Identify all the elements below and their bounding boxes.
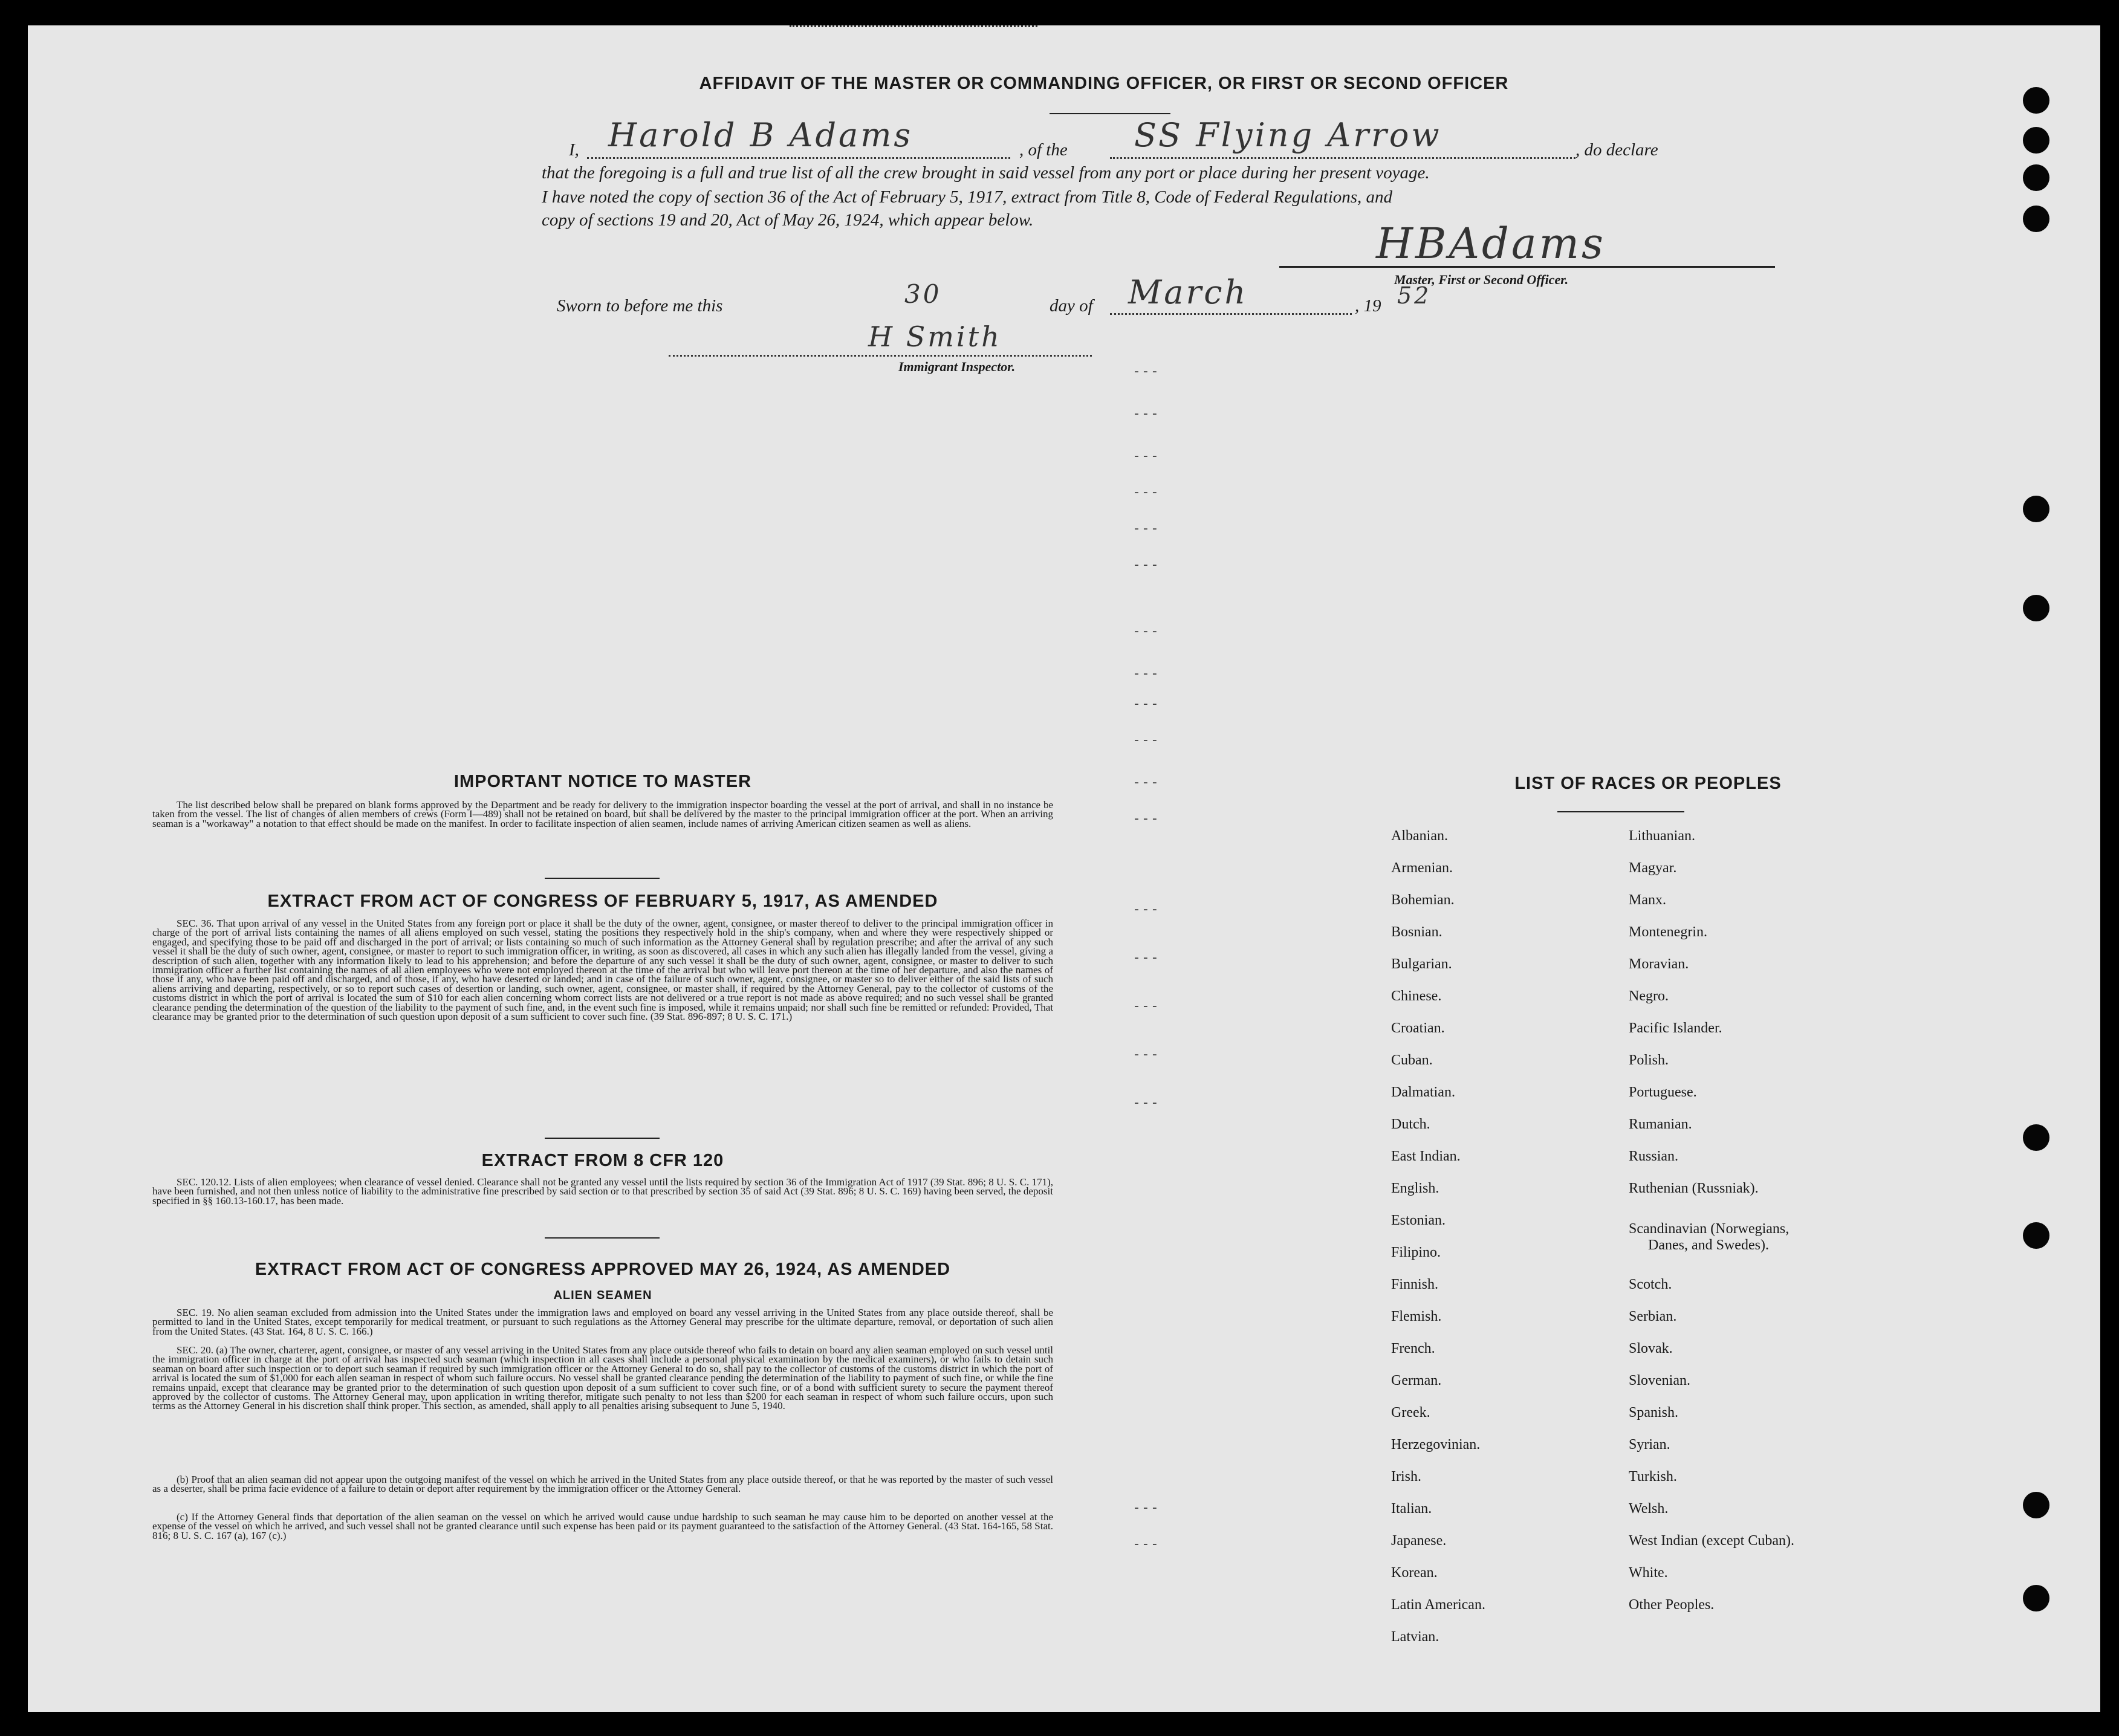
race-item: Dalmatian. bbox=[1391, 1084, 1455, 1100]
sworn-prefix: Sworn to before me this bbox=[557, 296, 723, 316]
punch-hole bbox=[2023, 127, 2049, 154]
extract-1917-heading: EXTRACT FROM ACT OF CONGRESS OF FEBRUARY 5, 1917, AS AMENDED bbox=[267, 892, 938, 911]
race-item: Herzegovinian. bbox=[1391, 1437, 1481, 1453]
race-item: Ruthenian (Russniak). bbox=[1629, 1181, 1759, 1196]
race-item: Turkish. bbox=[1629, 1469, 1677, 1485]
race-item: White. bbox=[1629, 1565, 1668, 1581]
extract-1917-text: SEC. 36. That upon arrival of any vessel in the United States from any foreign port or place it shall be the duty of the owner, agent, consignee, or master thereof to deliver to the principal immigration officer in charge of the port of arrival lists containing the names of all aliens employed on such vessel, stating the positions they respectively hold in the ship's company, when and where they were respectively shipped or engaged, and specifying those to be paid off and discharged in the port of arrival; or lists containing so much of such information as the Attorney General shall by regulation prescribe; and after the arrival of any such vessel it shall be the duty of such owner, agent, consignee, or master to report to such immigration officer, in writing, as soon as discovered, all cases in which any such alien has illegally landed from the vessel, giving a description of such alien, together with any information likely to lead to his apprehension; and before the departure of any such vessel it shall be the duty of such owner, agent, consignee, or master to deliver to such immigration officer a further list containing the names of all alien employees who were not employed thereon at the time of the arrival but who will leave port thereon at the time of her departure, and also the names of those if any, who have been paid off and discharged, and of those, if any, who have deserted or landed; and in case of the failure of such owner, agent, consignee, or master so to deliver either of the said lists of such aliens arriving and departing, respectively, or so to report such cases of desertion or landing, such owner, agent, consignee, or master shall, if required by the Attorney General, pay to the collector of customs of the customs district in which the port of arrival is located the sum of $10 for each alien concerning whom correct lists are not delivered or a true report is not made as above required; and no such vessel shall be granted clearance pending the determination of the question of the liability to the payment of such fine, and, in the event such fine is imposed, while it remains unpaid; nor shall such fine be remitted or refunded: Provided, That clearance may be granted prior to the determination of such question upon deposit of a sum sufficient to cover such fine. (39 Stat. 896-897; 8 U. S. C. 171.) bbox=[152, 918, 1053, 1023]
inspector-caption: Immigrant Inspector. bbox=[898, 359, 1016, 374]
race-item: Flemish. bbox=[1391, 1309, 1442, 1324]
tick-mark: - - - bbox=[1134, 666, 1157, 681]
tick-mark: - - - bbox=[1134, 624, 1157, 639]
race-item: Finnish. bbox=[1391, 1277, 1439, 1292]
race-item: Latvian. bbox=[1391, 1629, 1439, 1645]
races-heading: LIST OF RACES OR PEOPLES bbox=[1514, 774, 1782, 793]
race-item: Moravian. bbox=[1629, 956, 1689, 972]
extract-1924-sec20c: (c) If the Attorney General finds that deportation of the alien seaman on the vessel on which he arrived would cause undue hardship to such seaman he may cause him to be deported on another vessel at the expense of the vessel on which he arrived, and such vessel shall not be granted clearance until such expense has been paid or its payment guaranteed to the satisfaction of the Attorney General. (43 Stat. 164-165, 58 Stat. 816; 8 U. S. C. 167 (a), 167 (c).) bbox=[152, 1511, 1053, 1541]
race-item: Danes, and Swedes). bbox=[1648, 1237, 1769, 1253]
notice-text: The list described below shall be prepared on blank forms approved by the Department and be ready for delivery to the immigration inspector boarding the vessel at the port of arrival, and shall in no instance be taken from the vessel. The list of changes of alien members of crews (Form I—489) shall not be retained on board, but shall be delivered by the master to the principal immigration officer at the port. When an arriving seaman is a "workaway" a notation to that effect should be made on the manifest. In order to facilitate inspection of alien seamen, include names of arriving American citizen seamen as well as aliens. bbox=[152, 799, 1053, 829]
affidavit-heading: AFFIDAVIT OF THE MASTER OR COMMANDING OFFICER, OR FIRST OR SECOND OFFICER bbox=[699, 74, 1509, 93]
race-item: East Indian. bbox=[1391, 1148, 1461, 1164]
tick-mark: - - - bbox=[1134, 1500, 1157, 1515]
race-item: West Indian (except Cuban). bbox=[1629, 1533, 1794, 1549]
section-rule bbox=[545, 1138, 660, 1139]
race-item: Manx. bbox=[1629, 892, 1666, 908]
race-item: Welsh. bbox=[1629, 1501, 1669, 1517]
section-rule bbox=[545, 1237, 660, 1239]
master-name-line bbox=[587, 157, 1010, 159]
race-item: Slovak. bbox=[1629, 1341, 1673, 1356]
vessel-name-line bbox=[1110, 157, 1575, 159]
race-item: Dutch. bbox=[1391, 1116, 1430, 1132]
affidavit-line1-suffix: , do declare bbox=[1575, 140, 1658, 160]
race-item: Croatian. bbox=[1391, 1020, 1445, 1036]
punch-hole bbox=[2023, 1585, 2049, 1611]
race-item: Latin American. bbox=[1391, 1597, 1485, 1613]
race-item: Italian. bbox=[1391, 1501, 1432, 1517]
race-item: Lithuanian. bbox=[1629, 828, 1695, 844]
punch-hole bbox=[2023, 1492, 2049, 1518]
race-item: Cuban. bbox=[1391, 1052, 1433, 1068]
heading-rule bbox=[1050, 113, 1170, 114]
master-signature: HBAdams bbox=[1376, 219, 1606, 268]
race-item: Japanese. bbox=[1391, 1533, 1447, 1549]
year-prefix: , 19 bbox=[1355, 296, 1381, 316]
race-item: Pacific Islander. bbox=[1629, 1020, 1722, 1036]
tick-mark: - - - bbox=[1134, 1095, 1157, 1110]
races-rule bbox=[1557, 811, 1684, 812]
race-item: Korean. bbox=[1391, 1565, 1438, 1581]
alien-seamen-subheading: ALIEN SEAMEN bbox=[553, 1289, 652, 1302]
race-item: Russian. bbox=[1629, 1148, 1679, 1164]
form-sheet bbox=[28, 25, 2100, 1712]
race-item: Slovenian. bbox=[1629, 1373, 1690, 1388]
race-item: Scotch. bbox=[1629, 1277, 1672, 1292]
punch-hole bbox=[2023, 87, 2049, 114]
extract-1924-sec20b: (b) Proof that an alien seaman did not appear upon the outgoing manifest of the vessel on which he arrived in the United States from any place outside thereof, or that he was reported by the master of such vessel as a deserter, shall be prima facie evidence of a failure to detain or deport after requirement by the immigration officer or the Attorney General. bbox=[152, 1474, 1053, 1495]
tick-mark: - - - bbox=[1134, 811, 1157, 826]
extract-1924-sec20a: SEC. 20. (a) The owner, charterer, agent, consignee, or master of any vessel arriving in the United States from any place outside thereof who fails to detain on board any alien seaman employed on such vessel until the immigration officer in charge at the port of arrival has inspected such seaman (which inspection in all cases shall include a personal physical examination by the medical examiners), or who fails to detain such seaman on board after such inspection or to deport such seaman if required by such immigration officer or the Attorney General to do so, shall pay to the collector of customs of the customs district in which the port of arrival is located the sum of $1,000 for each alien seaman in respect of whom such failure occurs. No vessel shall be granted clearance pending the determination of the liability to payment of such fine, or while the fine remains unpaid, except that clearance may be granted prior to the determination of such question upon deposit of a sum sufficient to cover such fine, or of a bond with sufficient surety to secure the payment thereof approved by the collector of customs. The Attorney General may, upon application in writing therefor, mitigate such penalty to not less than $200 for each seaman in respect of whom such failure occurs, upon such terms as the Attorney General in his discretion shall think proper. This section, as amended, shall apply to all penalties arising subsequent to June 5, 1940. bbox=[152, 1344, 1053, 1412]
race-item: Greek. bbox=[1391, 1405, 1430, 1420]
tick-mark: - - - bbox=[1134, 775, 1157, 790]
inspector-line bbox=[669, 355, 1092, 357]
race-item: Bulgarian. bbox=[1391, 956, 1452, 972]
affidavit-line1-prefix: I, bbox=[569, 140, 579, 160]
tick-mark: - - - bbox=[1134, 902, 1157, 917]
tick-mark: - - - bbox=[1134, 485, 1157, 500]
tick-mark: - - - bbox=[1134, 406, 1157, 421]
inspector-signature: H Smith bbox=[868, 320, 1002, 353]
race-item: Montenegrin. bbox=[1629, 924, 1707, 940]
extract-1924-sec19: SEC. 19. No alien seaman excluded from admission into the United States under the immigration laws and employed on board any vessel arriving in the United States from any place outside thereof, shall be permitted to land in the United States, except temporarily for medical treatment, or pursuant to such regulations as the Attorney General may prescribe for the ultimate departure, removal, or deportation of such alien from the United States. (43 Stat. 164, 8 U. S. C. 166.) bbox=[152, 1307, 1053, 1337]
tick-mark: - - - bbox=[1134, 521, 1157, 536]
tick-mark: - - - bbox=[1134, 950, 1157, 965]
punch-hole bbox=[2023, 595, 2049, 621]
day-of: day of bbox=[1050, 296, 1093, 316]
signature-line bbox=[1279, 266, 1775, 268]
race-item: Serbian. bbox=[1629, 1309, 1677, 1324]
tick-mark: - - - bbox=[1134, 999, 1157, 1014]
signature-caption: Master, First or Second Officer. bbox=[1394, 272, 1569, 287]
race-item: Portuguese. bbox=[1629, 1084, 1697, 1100]
race-item: Syrian. bbox=[1629, 1437, 1670, 1453]
punch-hole bbox=[2023, 1222, 2049, 1249]
race-item: French. bbox=[1391, 1341, 1435, 1356]
sworn-day-line bbox=[790, 25, 1037, 27]
race-item: Scandinavian (Norwegians, bbox=[1629, 1221, 1790, 1237]
punch-hole bbox=[2023, 496, 2049, 522]
tick-mark: - - - bbox=[1134, 364, 1157, 379]
race-item: Other Peoples. bbox=[1629, 1597, 1715, 1613]
race-item: Bohemian. bbox=[1391, 892, 1455, 908]
vessel-name: SS Flying Arrow bbox=[1134, 116, 1442, 154]
tick-mark: - - - bbox=[1134, 1047, 1157, 1062]
year-suffix: 52 bbox=[1397, 282, 1432, 309]
race-item: Spanish. bbox=[1629, 1405, 1679, 1420]
tick-mark: - - - bbox=[1134, 557, 1157, 572]
sworn-month: March bbox=[1128, 273, 1248, 311]
affidavit-line4: copy of sections 19 and 20, Act of May 26, 1924, which appear below. bbox=[542, 210, 1034, 230]
section-rule bbox=[545, 878, 660, 879]
punch-hole bbox=[2023, 1124, 2049, 1151]
punch-hole bbox=[2023, 164, 2049, 191]
race-item: Filipino. bbox=[1391, 1245, 1441, 1260]
tick-mark: - - - bbox=[1134, 1537, 1157, 1552]
sworn-month-line bbox=[1110, 313, 1352, 315]
extract-cfr-text: SEC. 120.12. Lists of alien employees; when clearance of vessel denied. Clearance shall not be granted any vessel until the lists required by section 36 of the Immigration Act of 1917 (39 Stat. 896; 8 U. S. C. 171), have been furnished, and not then unless notice of liability to the administrative fine prescribed by said section or to that prescribed by section 35 of said Act (39 Stat. 896; 8 U. S. C. 169) having been served, the deposit specified in §§ 160.13-160.17, has been made. bbox=[152, 1176, 1053, 1206]
race-item: Chinese. bbox=[1391, 988, 1442, 1004]
tick-mark: - - - bbox=[1134, 449, 1157, 464]
extract-cfr-heading: EXTRACT FROM 8 CFR 120 bbox=[481, 1151, 724, 1170]
race-item: Irish. bbox=[1391, 1469, 1421, 1485]
race-item: English. bbox=[1391, 1181, 1439, 1196]
race-item: Magyar. bbox=[1629, 860, 1677, 876]
extract-1924-heading: EXTRACT FROM ACT OF CONGRESS APPROVED MAY 26, 1924, AS AMENDED bbox=[255, 1260, 951, 1279]
race-item: Bosnian. bbox=[1391, 924, 1442, 940]
punch-hole bbox=[2023, 206, 2049, 232]
race-item: Armenian. bbox=[1391, 860, 1453, 876]
sworn-day: 30 bbox=[904, 279, 942, 309]
notice-heading: IMPORTANT NOTICE TO MASTER bbox=[453, 772, 752, 791]
race-item: German. bbox=[1391, 1373, 1442, 1388]
affidavit-line2: that the foregoing is a full and true list of all the crew brought in said vessel from any port or place during her present voyage. bbox=[542, 163, 1430, 183]
race-item: Albanian. bbox=[1391, 828, 1448, 844]
race-item: Rumanian. bbox=[1629, 1116, 1692, 1132]
affidavit-line3: I have noted the copy of section 36 of the Act of February 5, 1917, extract from Title 8, Code of Federal Regulations, and bbox=[542, 187, 1393, 207]
race-item: Polish. bbox=[1629, 1052, 1669, 1068]
master-name: Harold B Adams bbox=[608, 116, 913, 154]
race-item: Estonian. bbox=[1391, 1213, 1446, 1228]
affidavit-of-the: , of the bbox=[1019, 140, 1068, 160]
tick-mark: - - - bbox=[1134, 696, 1157, 711]
tick-mark: - - - bbox=[1134, 733, 1157, 748]
race-item: Negro. bbox=[1629, 988, 1669, 1004]
